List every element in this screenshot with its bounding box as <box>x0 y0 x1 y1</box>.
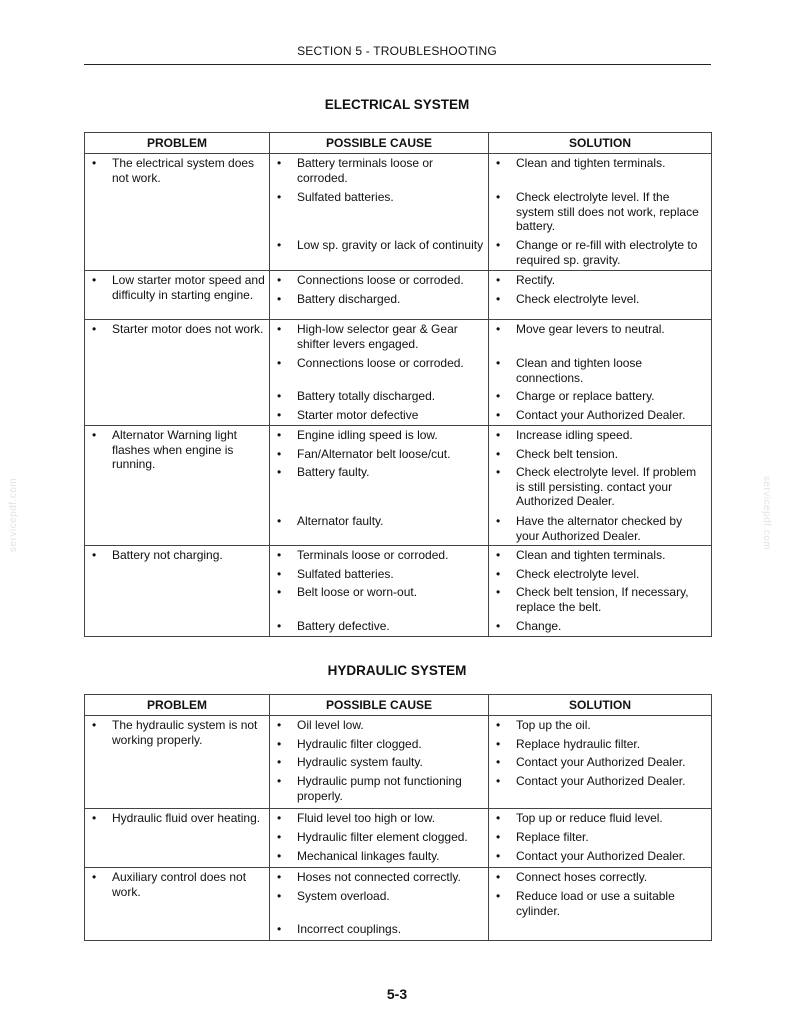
cause-item: • Hoses not connected correctly. <box>274 870 484 889</box>
cause-cell <box>270 426 489 546</box>
solution-item: • Reduce load or use a suitable cylinder. <box>493 889 707 922</box>
problem-item: • The hydraulic system is not working properly. <box>89 718 265 747</box>
cause-item: • System overload. <box>274 889 484 922</box>
solution-item: • Top up or reduce fluid level. <box>493 811 707 830</box>
cause-item: • Battery faulty. <box>274 465 484 514</box>
problem-cell <box>85 154 270 271</box>
problem-item: • Starter motor does not work. <box>89 322 265 337</box>
column-header-solution: SOLUTION <box>489 133 712 154</box>
solution-item: • Check electrolyte level. If problem is still persisting. contact your Authorized Dealer. <box>493 465 707 514</box>
table-row <box>85 716 712 809</box>
column-header-problem: PROBLEM <box>85 133 270 154</box>
solution-cell <box>489 546 712 637</box>
problem-item: • Battery not charging. <box>89 548 265 563</box>
solution-cell <box>489 809 712 868</box>
problem-cell <box>85 271 270 320</box>
solution-cell <box>489 716 712 809</box>
cause-item: • Connections loose or corroded. <box>274 356 484 389</box>
cause-item: • Sulfated batteries. <box>274 567 484 585</box>
cause-cell <box>270 320 489 426</box>
solution-item: • Charge or replace battery. <box>493 389 707 408</box>
solution-cell <box>489 271 712 320</box>
solution-item: • Clean and tighten terminals. <box>493 156 707 190</box>
cause-item: • Hydraulic pump not functioning properly. <box>274 774 484 806</box>
column-header-solution: SOLUTION <box>489 695 712 716</box>
column-header-possible-cause: POSSIBLE CAUSE <box>270 695 489 716</box>
cause-item: • High-low selector gear & Gear shifter levers engaged. <box>274 322 484 356</box>
table-row <box>85 154 712 271</box>
solution-item: • Check electrolyte level. If the system still does not work, replace battery. <box>493 190 707 238</box>
table-row <box>85 271 712 320</box>
problem-item: • Low starter motor speed and difficulty in starting engine. <box>89 273 265 302</box>
cause-item: • Oil level low. <box>274 718 484 737</box>
column-header-problem: PROBLEM <box>85 695 270 716</box>
solution-item: • Replace hydraulic filter. <box>493 737 707 755</box>
cause-item: • Mechanical linkages faulty. <box>274 849 484 865</box>
table-row <box>85 868 712 941</box>
solution-item: • Contact your Authorized Dealer. <box>493 849 707 865</box>
cause-item: • Connections loose or corroded. <box>274 273 484 292</box>
table-row <box>85 546 712 637</box>
problem-cell <box>85 809 270 868</box>
electrical-system-title: ELECTRICAL SYSTEM <box>324 97 470 112</box>
cause-item: • Battery discharged. <box>274 292 484 317</box>
cause-item: • Battery terminals loose or corroded. <box>274 156 484 190</box>
cause-item: • Hydraulic filter clogged. <box>274 737 484 755</box>
cause-item: • Battery totally discharged. <box>274 389 484 408</box>
cause-cell <box>270 546 489 637</box>
watermark-right: servicepdf.com <box>761 476 772 551</box>
cause-item: • Engine idling speed is low. <box>274 428 484 447</box>
solution-cell <box>489 426 712 546</box>
cause-item: • Belt loose or worn-out. <box>274 585 484 619</box>
solution-item: • Check belt tension. <box>493 447 707 465</box>
solution-item: • Change or re-fill with electrolyte to required sp. gravity. <box>493 238 707 268</box>
problem-cell <box>85 320 270 426</box>
solution-item: • Contact your Authorized Dealer. <box>493 408 707 423</box>
page-number: 5-3 <box>386 986 408 1002</box>
problem-item: • Auxiliary control does not work. <box>89 870 265 899</box>
table-row <box>85 809 712 868</box>
solution-item: • Check electrolyte level. <box>493 567 707 585</box>
solution-item: • Move gear levers to neutral. <box>493 322 707 356</box>
problem-cell <box>85 868 270 941</box>
cause-item: • Hydraulic filter element clogged. <box>274 830 484 849</box>
problem-item: • The electrical system does not work. <box>89 156 265 185</box>
hydraulic-system-title: HYDRAULIC SYSTEM <box>327 663 467 678</box>
solution-item: • Check electrolyte level. <box>493 292 707 317</box>
solution-cell <box>489 154 712 271</box>
cause-item: • Hydraulic system faulty. <box>274 755 484 774</box>
cause-item: • Low sp. gravity or lack of continuity <box>274 238 484 268</box>
cause-item: • Terminals loose or corroded. <box>274 548 484 567</box>
watermark-left: servicepdf.com <box>8 477 19 552</box>
hydraulic-troubleshooting-table <box>84 694 712 941</box>
table-row <box>85 426 712 546</box>
solution-item: • Contact your Authorized Dealer. <box>493 755 707 774</box>
problem-item: • Hydraulic fluid over heating. <box>89 811 265 826</box>
cause-cell <box>270 154 489 271</box>
column-header-possible-cause: POSSIBLE CAUSE <box>270 133 489 154</box>
cause-item: • Starter motor defective <box>274 408 484 423</box>
solution-item: • Clean and tighten loose connections. <box>493 356 707 389</box>
problem-cell <box>85 546 270 637</box>
solution-item: • Replace filter. <box>493 830 707 849</box>
cause-item: • Sulfated batteries. <box>274 190 484 238</box>
solution-cell <box>489 320 712 426</box>
solution-item: • Rectify. <box>493 273 707 292</box>
electrical-troubleshooting-table <box>84 132 712 637</box>
solution-item: • Top up the oil. <box>493 718 707 737</box>
cause-item: • Alternator faulty. <box>274 514 484 543</box>
solution-item: • Check belt tension, If necessary, replace the belt. <box>493 585 707 619</box>
solution-item: • Clean and tighten terminals. <box>493 548 707 567</box>
solution-item: • Contact your Authorized Dealer. <box>493 774 707 806</box>
header-rule <box>84 64 711 65</box>
cause-item: • Fan/Alternator belt loose/cut. <box>274 447 484 465</box>
cause-cell <box>270 809 489 868</box>
cause-item: • Incorrect couplings. <box>274 922 484 938</box>
solution-item: • Connect hoses correctly. <box>493 870 707 889</box>
problem-item: • Alternator Warning light flashes when engine is running. <box>89 428 265 472</box>
solution-item: • Have the alternator checked by your Authorized Dealer. <box>493 514 707 543</box>
problem-cell <box>85 426 270 546</box>
solution-item: • Increase idling speed. <box>493 428 707 447</box>
section-header: SECTION 5 - TROUBLESHOOTING <box>297 44 497 58</box>
table-row <box>85 320 712 426</box>
cause-item: • Battery defective. <box>274 619 484 634</box>
solution-item: • Change. <box>493 619 707 634</box>
solution-cell <box>489 868 712 941</box>
cause-item: • Fluid level too high or low. <box>274 811 484 830</box>
problem-cell <box>85 716 270 809</box>
cause-cell <box>270 868 489 941</box>
cause-cell <box>270 716 489 809</box>
cause-cell <box>270 271 489 320</box>
